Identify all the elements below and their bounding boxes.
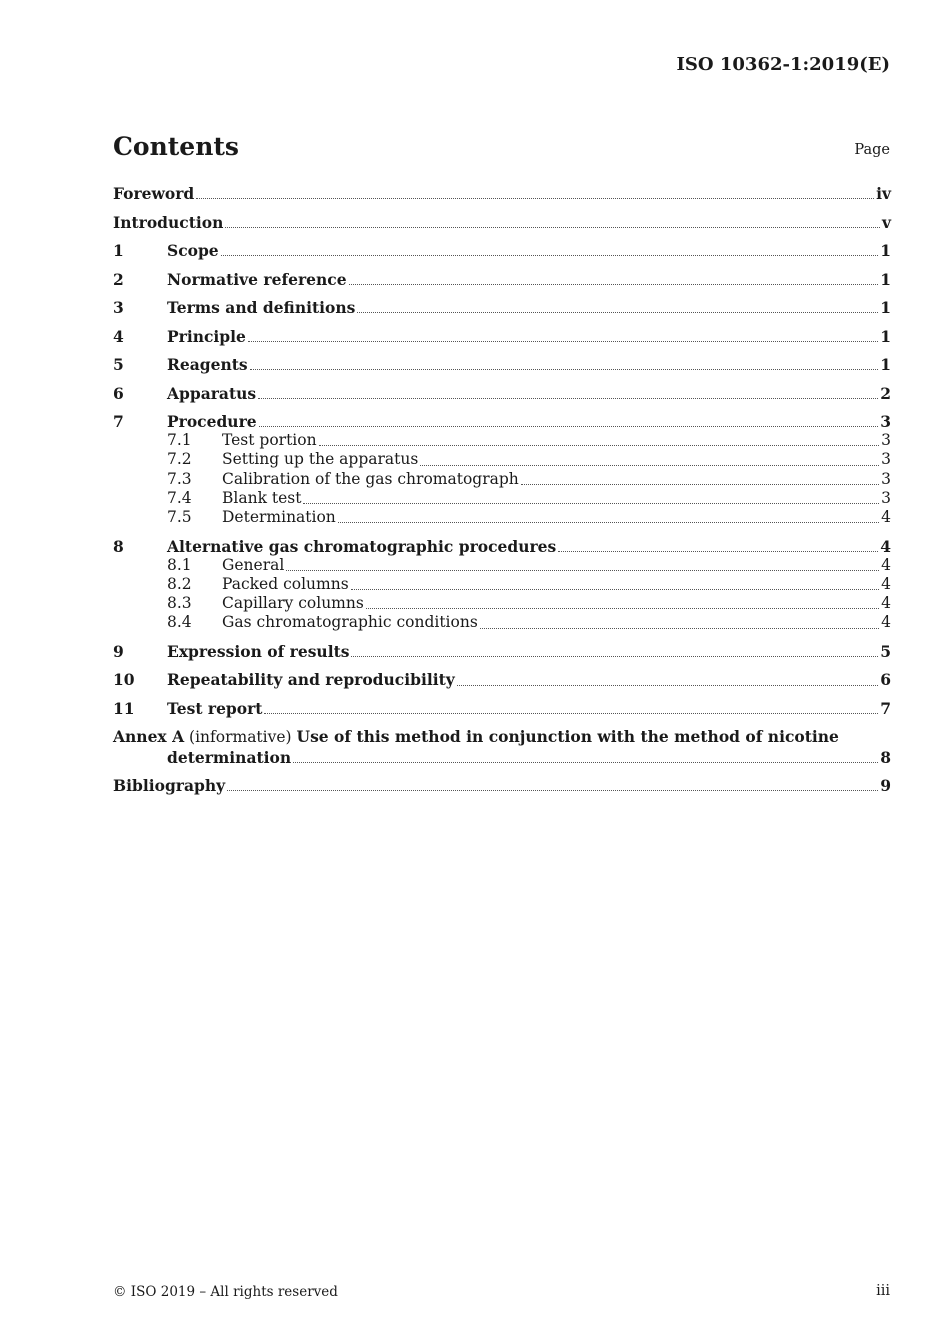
dot-leader [349,283,879,285]
dot-leader [351,588,879,590]
page-number: iii [876,1283,890,1299]
dot-leader [259,425,879,427]
dot-leader [457,684,878,686]
toc-entry-introduction[interactable] [113,213,891,232]
copyright-notice: © ISO 2019 – All rights reserved [113,1284,338,1300]
toc-entry-page: 3 [881,431,891,450]
contents-heading: Contents [113,132,240,161]
toc-entry-bibliography[interactable] [113,776,891,795]
toc-entry-page: 3 [880,412,891,431]
toc-entry-subsection[interactable] [113,594,891,613]
toc-entry-title: Apparatus [167,383,257,403]
toc-entry-subsection[interactable] [113,556,891,575]
page-column-label: Page [854,142,890,158]
toc-entry-title: Repeatability and reproducibility [167,670,455,690]
toc-entry-title: Procedure [167,412,257,431]
subsection-number: 8.1 [167,555,192,574]
toc-entry-title: Determination [222,508,336,527]
toc-entry-page: 3 [881,450,891,469]
toc-entry-title: Calibration of the gas chromatograph [222,469,519,488]
toc-entry-page: 7 [880,698,891,718]
subsection-number: 7.2 [167,450,192,469]
dot-leader [303,502,879,504]
toc-sections [113,241,891,718]
toc-entry-subsection[interactable] [113,470,891,489]
dot-leader [521,483,879,485]
section-number: 1 [113,241,124,260]
document-id: ISO 10362-1:2019(E) [676,54,890,75]
dot-leader [221,254,879,256]
toc-entry-page: 1 [880,241,891,260]
section-number: 7 [113,412,124,431]
toc-entry-title: Test portion [222,431,317,450]
toc-entry-section[interactable] [113,384,891,403]
toc-entry-title: Scope [167,241,219,260]
section-number: 2 [113,269,124,289]
toc-entry-page: 1 [880,355,891,374]
toc-entry-annex-a[interactable] [113,727,891,766]
toc-entry-title: Gas chromatographic conditions [222,613,478,632]
dot-leader [250,368,879,370]
toc-entry-title: Principle [167,326,246,346]
toc-entry-title: Setting up the apparatus [222,450,419,469]
toc-entry-title: Bibliography [113,776,226,796]
toc-entry-section[interactable] [113,537,891,556]
toc-entry-section[interactable] [113,298,891,317]
dot-leader [420,464,879,466]
toc-entry-section[interactable] [113,355,891,374]
toc-entry-title: Terms and definitions [167,298,356,317]
subsection-number: 7.5 [167,508,192,527]
dot-leader [357,311,878,313]
toc-entry-title: Foreword [113,184,195,203]
toc-entry-section[interactable] [113,327,891,346]
toc-entry-title: Capillary columns [222,594,364,613]
toc-entry-subsection[interactable] [113,489,891,508]
toc-entry-section[interactable] [113,270,891,289]
dot-leader [480,627,879,629]
toc-entry-title: Test report [167,698,263,718]
dot-leader [366,607,879,609]
toc-entry-title: Reagents [167,355,248,374]
toc-entry-title: Blank test [222,488,302,507]
toc-entry-title: Expression of results [167,641,350,661]
section-number: 8 [113,536,124,556]
toc-entry-section[interactable] [113,642,891,661]
section-number: 3 [113,298,124,317]
toc-entry-page: 4 [881,555,891,574]
section-number: 11 [113,698,135,718]
dot-leader [258,397,878,399]
dot-leader [293,761,878,763]
annex-type: (informative) [189,728,292,747]
dot-leader [338,521,879,523]
section-number: 6 [113,383,124,403]
subsection-number: 8.3 [167,594,192,613]
toc-entry-title: General [222,555,285,574]
toc-entry-subsection[interactable] [113,508,891,527]
annex-label: Annex A [113,727,185,747]
toc-entry-foreword[interactable] [113,184,891,203]
toc-entry-page: 8 [880,747,891,767]
subsection-number: 7.4 [167,488,192,507]
toc-entry-title: Normative reference [167,269,347,289]
toc-entry-page: 2 [880,383,891,403]
toc-entry-title: Alternative gas chromatographic procedures [167,536,557,556]
dot-leader [227,789,878,791]
section-number: 5 [113,355,124,374]
subsection-number: 8.4 [167,613,192,632]
toc-entry-page: 1 [880,298,891,317]
toc-entry-page: 4 [881,594,891,613]
toc-entry-page: v [881,212,891,232]
section-number: 10 [113,670,135,690]
toc-entry-page: iv [876,184,891,203]
toc-entry-page: 4 [880,536,891,556]
toc-entry-page: 5 [880,641,891,661]
subsection-number: 8.2 [167,574,192,593]
table-of-contents [113,184,891,795]
dot-leader [558,550,878,552]
dot-leader [264,712,878,714]
toc-entry-section[interactable] [113,241,891,260]
toc-entry-title: Introduction [113,212,224,232]
toc-entry-page: 4 [881,613,891,632]
dot-leader [196,197,874,199]
toc-entry-page: 9 [880,776,891,796]
toc-entry-section[interactable] [113,699,891,718]
toc-entry-page: 1 [880,269,891,289]
toc-entry-page: 1 [880,326,891,346]
dot-leader [225,226,880,228]
dot-leader [248,340,878,342]
toc-entry-subsection[interactable] [113,613,891,632]
dot-leader [319,444,880,446]
toc-entry-subsection[interactable] [113,450,891,469]
subsection-number: 7.1 [167,431,192,450]
toc-entry-title: Packed columns [222,574,349,593]
toc-entry-subsection[interactable] [113,575,891,594]
dot-leader [351,655,878,657]
toc-entry-subsection[interactable] [113,431,891,450]
section-number: 9 [113,641,124,661]
toc-entry-page: 6 [880,670,891,690]
toc-entry-page: 4 [881,508,891,527]
annex-title-continued: determination [167,747,292,767]
annex-title: Use of this method in conjunction with the method of nicotine [296,727,839,747]
toc-entry-section[interactable] [113,670,891,689]
subsection-number: 7.3 [167,469,192,488]
section-number: 4 [113,326,124,346]
toc-entry-section[interactable] [113,412,891,431]
toc-entry-page: 3 [881,488,891,507]
dot-leader [286,569,879,571]
toc-entry-page: 3 [881,469,891,488]
toc-entry-page: 4 [881,574,891,593]
